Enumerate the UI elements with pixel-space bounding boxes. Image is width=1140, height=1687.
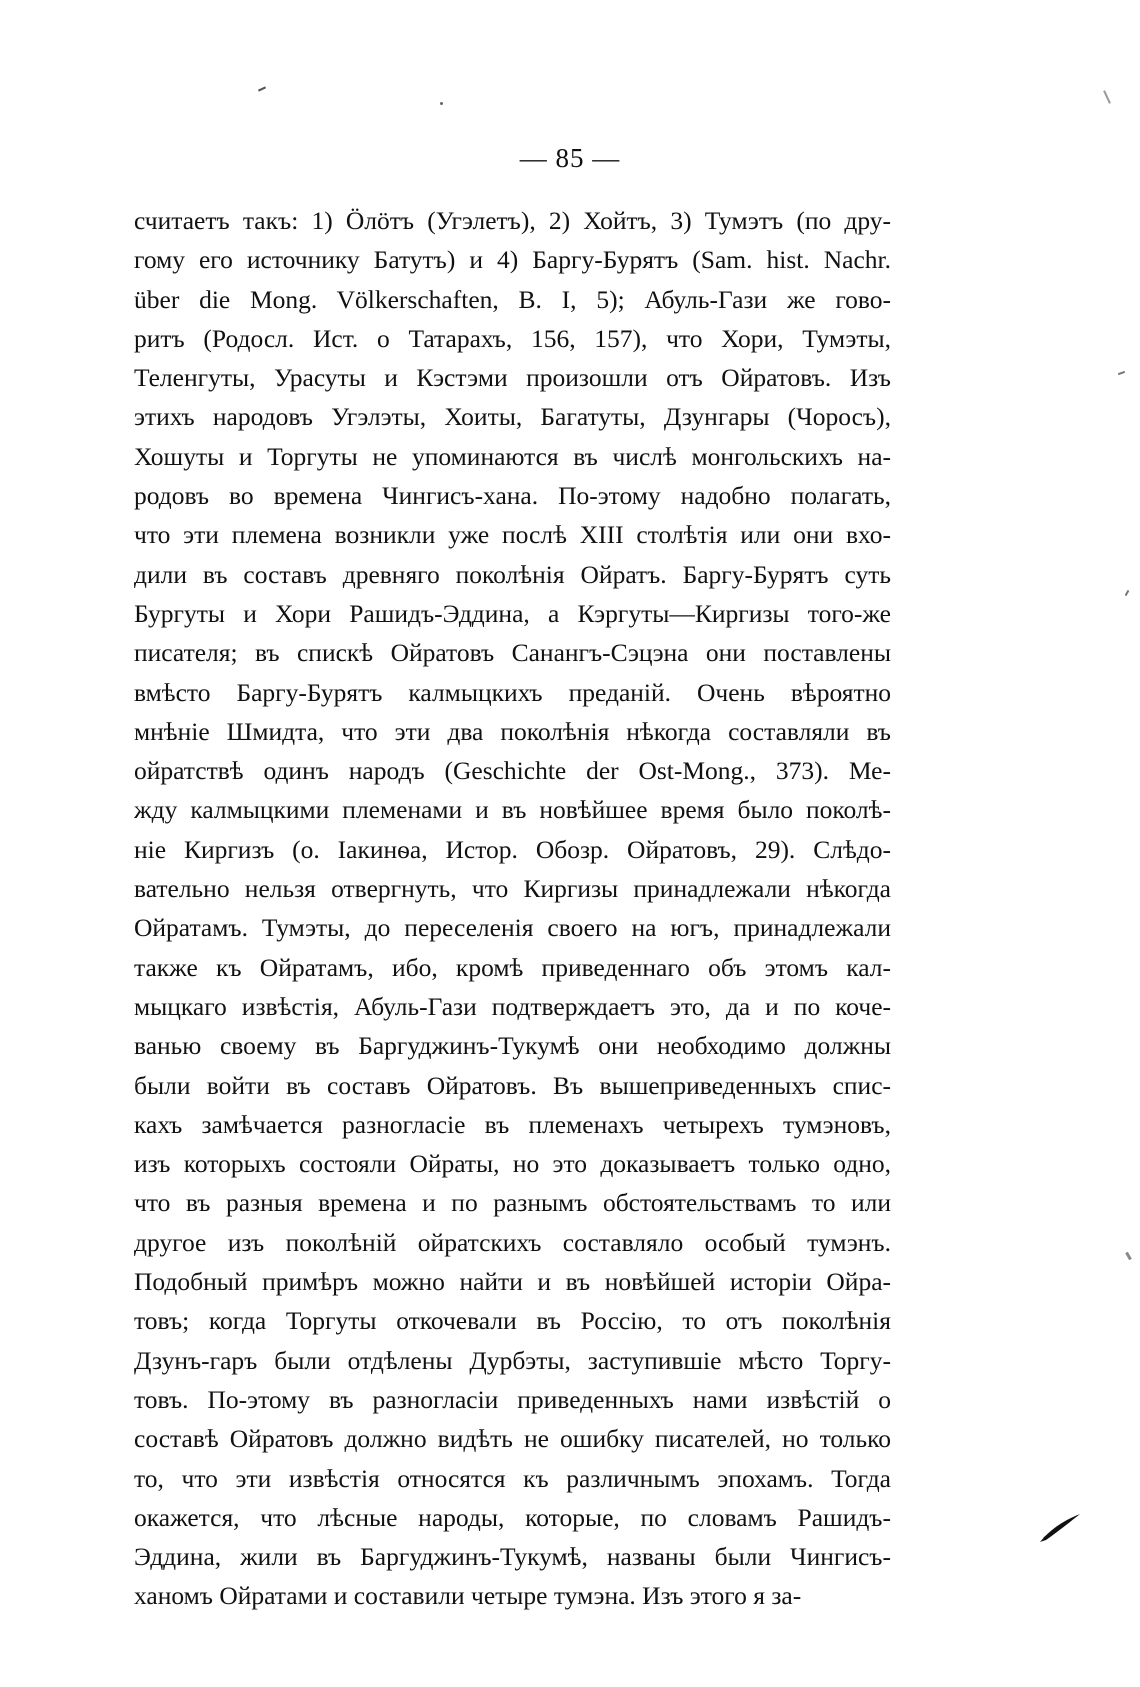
text-line: ритъ (Родосл. Ист. о Татарахъ, 156, 157), что Хори, Тумэты, — [134, 323, 891, 353]
text-line: мнѣніе Шмидта, что эти два поколѣнія нѣкогда составляли въ — [134, 716, 891, 746]
text-line: то, что эти извѣстія относятся къ различнымъ эпохамъ. Тогда — [134, 1463, 891, 1493]
page-number: — 85 — — [519, 143, 621, 173]
text-line: ханомъ Ойратами и составили четыре тумэна. Изъ этого я за- — [134, 1581, 802, 1611]
text-line: писателя; въ спискѣ Ойратовъ Санангъ-Сэцэна они поставлены — [134, 638, 891, 668]
text-line: Дзунъ-гаръ были отдѣлены Дурбэты, заступившіе мѣсто Торгу- — [134, 1345, 891, 1375]
text-line: этихъ народовъ Угэлэты, Хоиты, Багатуты, Дзунгары (Чоросъ), — [134, 402, 891, 432]
text-line: товъ; когда Торгуты откочевали въ Россію, то отъ поколѣнія — [134, 1306, 891, 1336]
text-line: считаетъ такъ: 1) Ӧлӧтъ (Угэлетъ), 2) Хойтъ, 3) Тумэтъ (по дру- — [134, 206, 891, 235]
text-line: изъ которыхъ состояли Ойраты, но это доказываетъ только одно, — [134, 1149, 891, 1179]
text-line: Эддина, жили въ Баргуджинъ-Тукумѣ, названы были Чингисъ- — [134, 1542, 891, 1572]
scan-dot-mark — [440, 102, 443, 105]
text-line: Хошуты и Торгуты не упоминаются въ числѣ монгольскихъ на- — [134, 441, 891, 471]
text-line: мыцкаго извѣстія, Абуль-Гази подтверждаетъ это, да и по коче- — [134, 991, 891, 1021]
text-line: ніе Киргизъ (о. Іакинѳа, Истор. Обозр. Ойратовъ, 29). Слѣдо- — [134, 834, 891, 864]
text-line: родовъ во времена Чингисъ-хана. По-этому надобно полагать, — [134, 481, 891, 511]
text-line: что эти племена возникли уже послѣ XIII столѣтія или они вхо- — [134, 520, 891, 550]
text-line: были войти въ составъ Ойратовъ. Въ вышеприведенныхъ спис- — [134, 1070, 891, 1100]
body-text — [134, 201, 891, 1616]
scan-speck-mark — [258, 86, 266, 91]
text-line: Бургуты и Хори Рашидъ-Эддина, а Кэргуты—Киргизы того-же — [134, 598, 891, 628]
text-line: составѣ Ойратовъ должно видѣть не ошибку писателей, но только — [134, 1424, 891, 1454]
text-line: товъ. По-этому въ разногласіи приведенныхъ нами извѣстій о — [134, 1384, 891, 1414]
text-line: über die Mong. Völkerschaften, B. I, 5); Абуль-Гази же гово- — [134, 284, 891, 314]
margin-speck-mark — [1125, 590, 1130, 596]
text-line: также къ Ойратамъ, ибо, кромѣ приведеннаго объ этомъ кал- — [134, 952, 891, 982]
text-line: окажется, что лѣсные народы, которые, по словамъ Рашидъ- — [134, 1502, 891, 1532]
quill-stroke-mark — [1038, 1510, 1082, 1544]
text-line: дили въ составъ древняго поколѣнія Ойратъ. Баргу-Бурятъ суть — [134, 559, 891, 589]
text-line: жду калмыцкими племенами и въ новѣйшее время было поколѣ- — [134, 795, 891, 825]
text-line: вательно нельзя отвергнуть, что Киргизы принадлежали нѣкогда — [134, 874, 891, 904]
margin-speck-mark — [1125, 1252, 1132, 1260]
text-line: Теленгуты, Урасуты и Кэстэми произошли отъ Ойратовъ. Изъ — [134, 363, 891, 393]
text-line: ойратствѣ одинъ народъ (Geschichte der Ost-Mong., 373). Ме- — [134, 756, 891, 786]
text-line: Подобный примѣръ можно найти и въ новѣйшей исторіи Ойра- — [134, 1267, 891, 1297]
text-line: что въ разныя времена и по разнымъ обстоятельствамъ то или — [134, 1188, 891, 1218]
scan-edge-mark — [1103, 90, 1111, 104]
text-line: вмѣсто Баргу-Бурятъ калмыцкихъ преданій. Очень вѣроятно — [134, 677, 891, 707]
text-line: ванью своему въ Баргуджинъ-Тукумѣ они необходимо должны — [134, 1031, 891, 1061]
text-line: кахъ замѣчается разногласіе въ племенахъ четырехъ тумэновъ, — [134, 1109, 891, 1139]
text-line: гому его источнику Батутъ) и 4) Баргу-Бурятъ (Sam. hist. Nachr. — [134, 245, 891, 275]
text-line: другое изъ поколѣній ойратскихъ составляло особый тумэнъ. — [134, 1227, 891, 1257]
margin-speck-mark — [1118, 371, 1125, 375]
text-line: Ойратамъ. Тумэты, до переселенія своего на югъ, принадлежали — [134, 913, 891, 943]
